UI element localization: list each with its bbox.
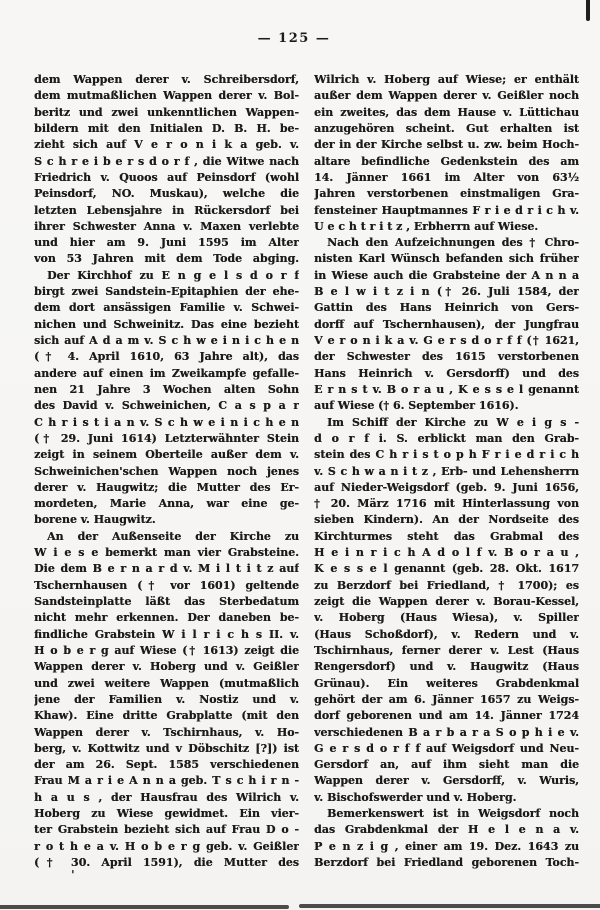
text-line: Berzdorf bei Friedland geborenen Toch- <box>314 856 579 869</box>
text-line: V e r o n i k a v. G e r s d o r f f († 1621, <box>314 334 579 347</box>
text-line: stein des C h r i s t o p h F r i e d r i c h <box>314 448 579 462</box>
text-line: Im Schiff der Kirche zu W e i g s - <box>327 415 579 429</box>
text-line: altare befindliche Gedenkstein des am <box>314 154 579 168</box>
text-line: zieht sich auf V e r o n i k a geb. v. <box>34 138 299 152</box>
text-line: sich auf A d a m v. S c h w e i n i c h e n <box>34 334 299 347</box>
scan-edge-artifact <box>299 904 600 908</box>
text-line: verschiedenen B a r b a r a S o p h i e v. <box>314 725 579 739</box>
text-line: († 29. Juni 1614) Letzterwähnter Stein <box>34 431 299 445</box>
text-line: W i e s e bemerkt man vier Grabsteine. <box>34 546 299 560</box>
text-line: 14. Jänner 1661 im Alter von 63½ <box>314 170 579 184</box>
text-line: nisten Karl Wünsch befanden sich früher <box>314 252 579 266</box>
text-line: P e n z i g , einer am 19. Dez. 1643 zu <box>314 839 579 853</box>
text-line: Nach den Aufzeichnungen des † Chro- <box>327 236 579 250</box>
text-line: Friedrich v. Quoos auf Peinsdorf (wohl <box>34 170 299 184</box>
text-line: nen 21 Jahre 3 Wochen alten Sohn <box>34 382 299 396</box>
text-line: auf Wiese († 6. September 1616). <box>314 399 519 413</box>
text-line: Sandsteinplatte läßt das Sterbedatum <box>34 595 299 608</box>
text-line: ter Grabstein bezieht sich auf Frau D o - <box>34 823 299 837</box>
text-line: Tschirnhaus, ferner derer v. Lest (Haus <box>314 643 579 657</box>
text-line: Bemerkenswert ist in Weigsdorf noch <box>327 807 579 821</box>
text-line: Hans Heinrich v. Gersdorff) und des <box>314 366 579 380</box>
text-line: v. Bischofswerder und v. Hoberg. <box>314 790 517 804</box>
text-line: († 30. April 1591), die Mutter des <box>34 856 299 869</box>
text-line: anzugehören scheint. Gut erhalten ist <box>314 121 579 135</box>
text-line: außer dem Wappen derer v. Geißler noch <box>314 89 579 103</box>
text-line: Schweinichen'schen Wappen noch jenes <box>34 464 299 478</box>
text-line: sieben Kindern). An der Nordseite des <box>314 513 579 527</box>
text-line: Gersdorf an, auf ihm sieht man die <box>314 758 579 772</box>
text-line: bildern mit den Initialen D. B. H. be- <box>34 121 299 135</box>
text-line: der am 26. Sept. 1585 verschiedenen <box>34 758 299 772</box>
text-line: Peinsdorf, NO. Muskau), welche die <box>34 187 299 201</box>
text-columns <box>34 72 579 871</box>
text-line: Jahren verstorbenen einstmaligen Gra- <box>314 187 579 201</box>
text-line: dem Wappen derer v. Schreibersdorf, <box>34 73 299 86</box>
text-line: Wappen derer v. Tschirnhaus, v. Ho- <box>34 725 299 739</box>
text-line: birgt zwei Sandstein-Epitaphien der ehe- <box>34 285 299 299</box>
text-line: berg, v. Kottwitz und v Döbschitz [?]) ist <box>34 741 299 755</box>
text-line: K e s s e l genannt (geb. 28. Okt. 1617 <box>314 562 579 576</box>
text-line: von 53 Jahren mit dem Tode abging. <box>34 252 299 266</box>
text-line: d o r f i. S. erblickt man den Grab- <box>314 431 579 445</box>
text-line: dorf geborenen und am 14. Jänner 1724 <box>314 709 579 723</box>
text-line: mordeten, Marie Anna, war eine ge- <box>34 497 299 511</box>
text-line: v. S c h w a n i t z , Erb- und Lehensherrn <box>314 464 579 478</box>
text-line: S c h r e i b e r s d o r f , die Witwe nach <box>34 154 299 168</box>
text-line: B e l w i t z i n († 26. Juli 1584, der <box>314 285 579 299</box>
text-line: dem mutmaßlichen Wappen derer v. Bol- <box>34 89 299 103</box>
text-line: Der Kirchhof zu E n g e l s d o r f <box>47 268 299 282</box>
text-line: Wappen derer v. Hoberg und v. Geißler <box>34 660 299 674</box>
text-line: H e i n r i c h A d o l f v. B o r a u , <box>314 546 579 560</box>
text-line: findliche Grabstein W i l r i c h s II. v. <box>34 627 299 641</box>
text-line: Wilrich v. Hoberg auf Wiese; er enthält <box>314 73 579 86</box>
text-line: U e c h t r i t z , Erbherrn auf Wiese. <box>314 219 539 233</box>
text-line: E r n s t v. B o r a u , K e s s e l genannt <box>314 382 579 396</box>
text-line: nicht mehr erkennen. Der daneben be- <box>34 611 299 625</box>
text-line: beritz und zwei unkenntlichen Wappen- <box>34 105 299 119</box>
text-line: zu Berzdorf bei Friedland, † 1700); es <box>314 578 579 592</box>
text-line: des David v. Schweinichen, C a s p a r <box>34 399 299 413</box>
text-line: C h r i s t i a n v. S c h w e i n i c h e n <box>34 415 299 429</box>
text-line: † 20. März 1716 mit Hinterlassung von <box>314 497 579 511</box>
text-line: r o t h e a v. H o b e r g geb. v. Geißler <box>34 839 299 853</box>
text-line: der in der Kirche selbst u. zw. beim Hoch- <box>314 138 579 152</box>
text-line: fensteiner Hauptmannes F r i e d r i c h v. <box>314 203 579 217</box>
scan-edge-artifact <box>586 0 590 21</box>
text-line: dorff auf Tschernhausen), der Jungfrau <box>314 317 579 331</box>
text-line: Kirchturmes steht das Grabmal des <box>314 529 579 543</box>
scan-edge-artifact <box>0 905 289 909</box>
text-line: das Grabdenkmal der H e l e n a v. <box>314 823 579 837</box>
text-line: in Wiese auch die Grabsteine der A n n a <box>314 268 579 282</box>
text-line: jene der Familien v. Nostiz und v. <box>34 692 299 706</box>
text-line: und zwei weitere Wappen (mutmaßlich <box>34 676 299 690</box>
text-line: An der Außenseite der Kirche zu <box>47 529 299 543</box>
text-line: H o b e r g auf Wiese († 1613) zeigt die <box>34 643 299 657</box>
text-line: der Schwester des 1615 verstorbenen <box>314 350 579 364</box>
text-line: Grünau). Ein weiteres Grabdenkmal <box>314 676 579 690</box>
text-line: zeigt in seinem Oberteile außer dem v. <box>34 448 299 462</box>
text-line: Die dem B e r n a r d v. M i l t i t z auf <box>34 562 299 576</box>
text-line: Khaw). Eine dritte Grabplatte (mit den <box>34 709 299 723</box>
text-line: († 4. April 1610, 63 Jahre alt), das <box>34 350 299 364</box>
text-line: Gattin des Hans Heinrich von Gers- <box>314 301 579 315</box>
text-line: Rengersdorf) und v. Haugwitz (Haus <box>314 660 579 674</box>
text-line: borene v. Haugwitz. <box>34 513 156 527</box>
text-line: Hoberg zu Wiese gewidmet. Ein vier- <box>34 807 299 821</box>
text-line: ihrer Schwester Anna v. Maxen verlebte <box>34 219 299 233</box>
page-number: — 125 — <box>257 31 331 46</box>
text-line: nichen und Schweinitz. Das eine bezieht <box>34 317 299 331</box>
text-line: und hier am 9. Juni 1595 im Alter <box>34 236 299 250</box>
text-line: ein zweites, das dem Hause v. Lüttichau <box>314 105 579 119</box>
text-line: G e r s d o r f f auf Weigsdorf und Neu- <box>314 741 579 755</box>
text-line: Frau M a r i e A n n a geb. T s c h i r n - <box>34 774 299 788</box>
text-line: auf Nieder-Weigsdorf (geb. 9. Juni 1656, <box>314 480 579 494</box>
text-column-left <box>34 72 299 871</box>
text-column-right <box>314 72 579 871</box>
text-line: h a u s , der Hausfrau des Wilrich v. <box>34 790 299 804</box>
text-line: dem dort ansässigen Familie v. Schwei- <box>34 301 299 315</box>
text-line: gehört der am 6. Jänner 1657 zu Weigs- <box>314 692 579 706</box>
ink-stray-mark: ' <box>71 868 75 882</box>
text-line: andere auf einen im Zweikampfe gefalle- <box>34 366 299 380</box>
text-line: (Haus Schoßdorf), v. Redern und v. <box>314 627 579 641</box>
text-line: letzten Lebensjahre in Rückersdorf bei <box>34 203 299 217</box>
text-line: Wappen derer v. Gersdorff, v. Wuris, <box>314 774 579 788</box>
text-line: derer v. Haugwitz; die Mutter des Er- <box>34 480 299 494</box>
text-line: Tschernhausen († vor 1601) geltende <box>34 578 299 592</box>
text-line: v. Hoberg (Haus Wiesa), v. Spiller <box>314 611 579 625</box>
text-line: zeigt die Wappen derer v. Borau-Kessel, <box>314 595 579 608</box>
